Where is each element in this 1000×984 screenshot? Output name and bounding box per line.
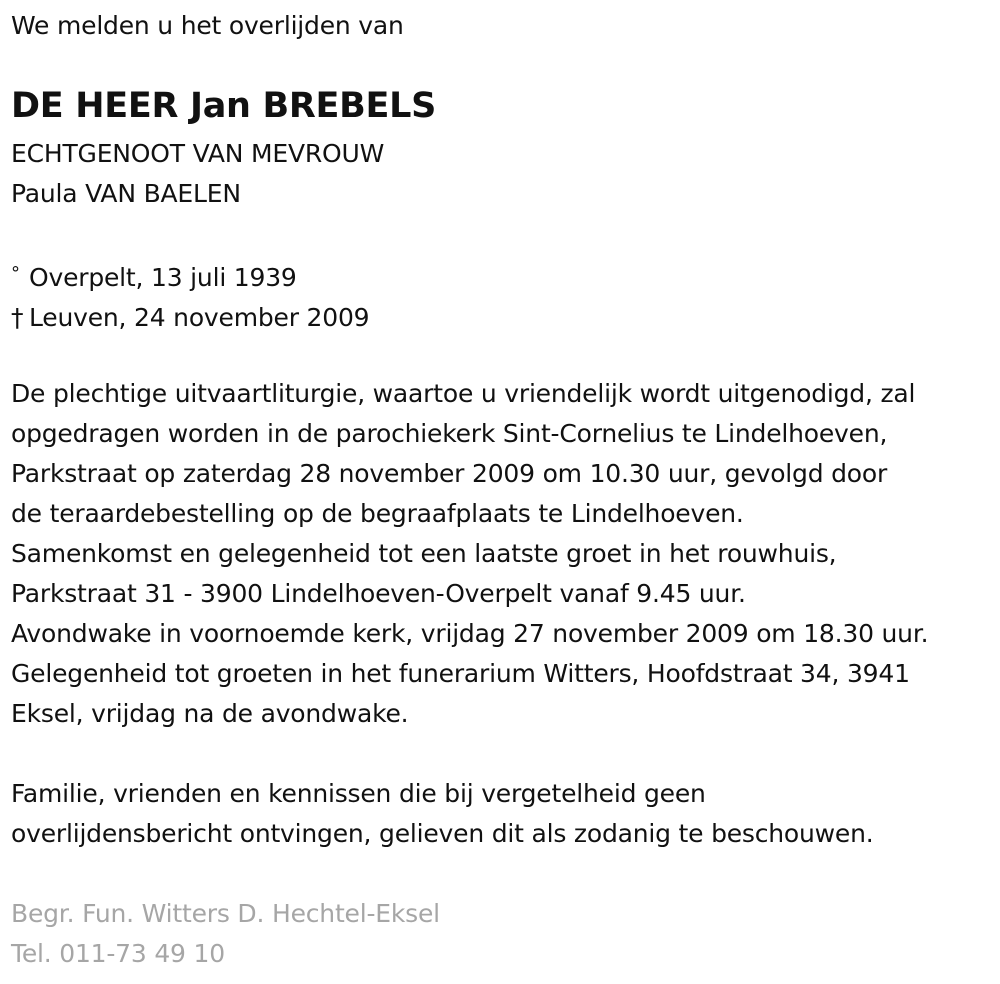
details-line: opgedragen worden in de parochiekerk Sint-Cornelius te Lindelhoeven, xyxy=(11,419,888,448)
deceased-name: DE HEER Jan BREBELS xyxy=(11,86,437,126)
details-line: de teraardebestelling op de begraafplaats te Lindelhoeven. xyxy=(11,499,744,528)
details-line: Parkstraat op zaterdag 28 november 2009 om 10.30 uur, gevolgd door xyxy=(11,459,888,488)
footer-line: Begr. Fun. Witters D. Hechtel-Eksel xyxy=(11,899,440,928)
details-line: Parkstraat 31 - 3900 Lindelhoeven-Overpelt vanaf 9.45 uur. xyxy=(11,579,746,608)
spouse-block xyxy=(11,134,384,214)
details-line: Gelegenheid tot groeten in het funerarium Witters, Hoofdstraat 34, 3941 xyxy=(11,659,910,688)
closing-remark xyxy=(11,774,874,854)
footer-line: Tel. 011-73 49 10 xyxy=(11,939,225,968)
details-line: Eksel, vrijdag na de avondwake. xyxy=(11,699,409,728)
life-dates xyxy=(11,254,369,338)
details-line: Samenkomst en gelegenheid tot een laatste groet in het rouwhuis, xyxy=(11,539,837,568)
death-line xyxy=(11,298,369,338)
birth-symbol: ° xyxy=(11,263,20,284)
spouse-line: Paula VAN BAELEN xyxy=(11,179,241,208)
birth-line xyxy=(11,254,369,298)
closing-line: Familie, vrienden en kennissen die bij vergetelheid geen xyxy=(11,779,706,808)
funeral-details xyxy=(11,374,928,734)
spouse-line: ECHTGENOOT VAN MEVROUW xyxy=(11,139,385,168)
funeral-director-footer xyxy=(11,894,440,974)
cross-icon: † xyxy=(11,303,24,332)
closing-line: overlijdensbericht ontvingen, gelieven dit als zodanig te beschouwen. xyxy=(11,819,874,848)
death-text: Leuven, 24 november 2009 xyxy=(29,303,370,332)
details-line: Avondwake in voornoemde kerk, vrijdag 27 november 2009 om 18.30 uur. xyxy=(11,619,929,648)
details-line: De plechtige uitvaartliturgie, waartoe u vriendelijk wordt uitgenodigd, zal xyxy=(11,379,916,408)
intro-text: We melden u het overlijden van xyxy=(11,11,404,40)
birth-text: Overpelt, 13 juli 1939 xyxy=(29,263,297,292)
